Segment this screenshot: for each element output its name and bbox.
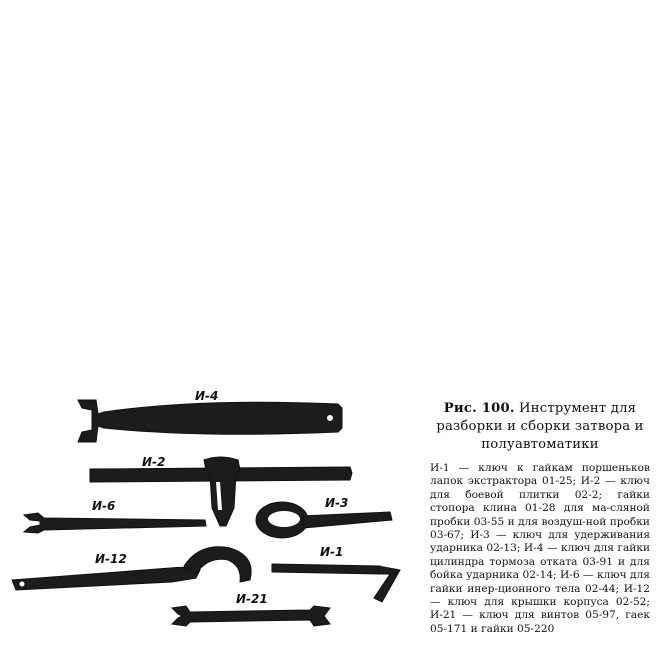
tool-i3-ring-key [256, 502, 392, 538]
caption-title [430, 400, 650, 454]
tool-i4-wrench [78, 400, 342, 442]
label-i2: И-2 [142, 455, 166, 469]
tools-illustration [0, 370, 430, 653]
tool-i1-hex-key [272, 564, 400, 602]
caption-title-text: Инструмент для разборки и сборки затвора и полуавтоматики [436, 401, 644, 452]
tool-i12-hook-wrench [12, 547, 251, 590]
label-i1: И-1 [320, 545, 344, 559]
caption-number: Рис. 100. [443, 401, 515, 416]
tool-i21-wrench [172, 606, 330, 626]
label-i4: И-4 [195, 389, 219, 403]
label-i3: И-3 [325, 496, 349, 510]
caption-body: И-1 — ключ к гайкам поршеньков лапок экстрактора 01-25; И-2 — ключ для боевой плитки 02-2; гайки стопора клина 01-28 для ма-сляной пробки 03-55 и для воздуш-ной пробки 03-67; И-3 — ключ для удерживания ударника 02-13; И-4 — ключ для гайки цилиндра тормоза отката 03-91 и для бойка ударника 02-14; И-6 — ключ для гайки инер-ционного тела 02-44; И-12 — ключ для крышки корпуса 02-52; И-21 — ключ для винтов 05-97, гаек 05-171 и гайки 05-220 [430, 462, 650, 635]
label-i6: И-6 [92, 499, 116, 513]
tool-i6-wrench [24, 513, 206, 533]
label-i12: И-12 [95, 552, 127, 566]
label-i21: И-21 [236, 592, 268, 606]
tools-figure [0, 370, 430, 653]
figure-caption [430, 400, 650, 636]
